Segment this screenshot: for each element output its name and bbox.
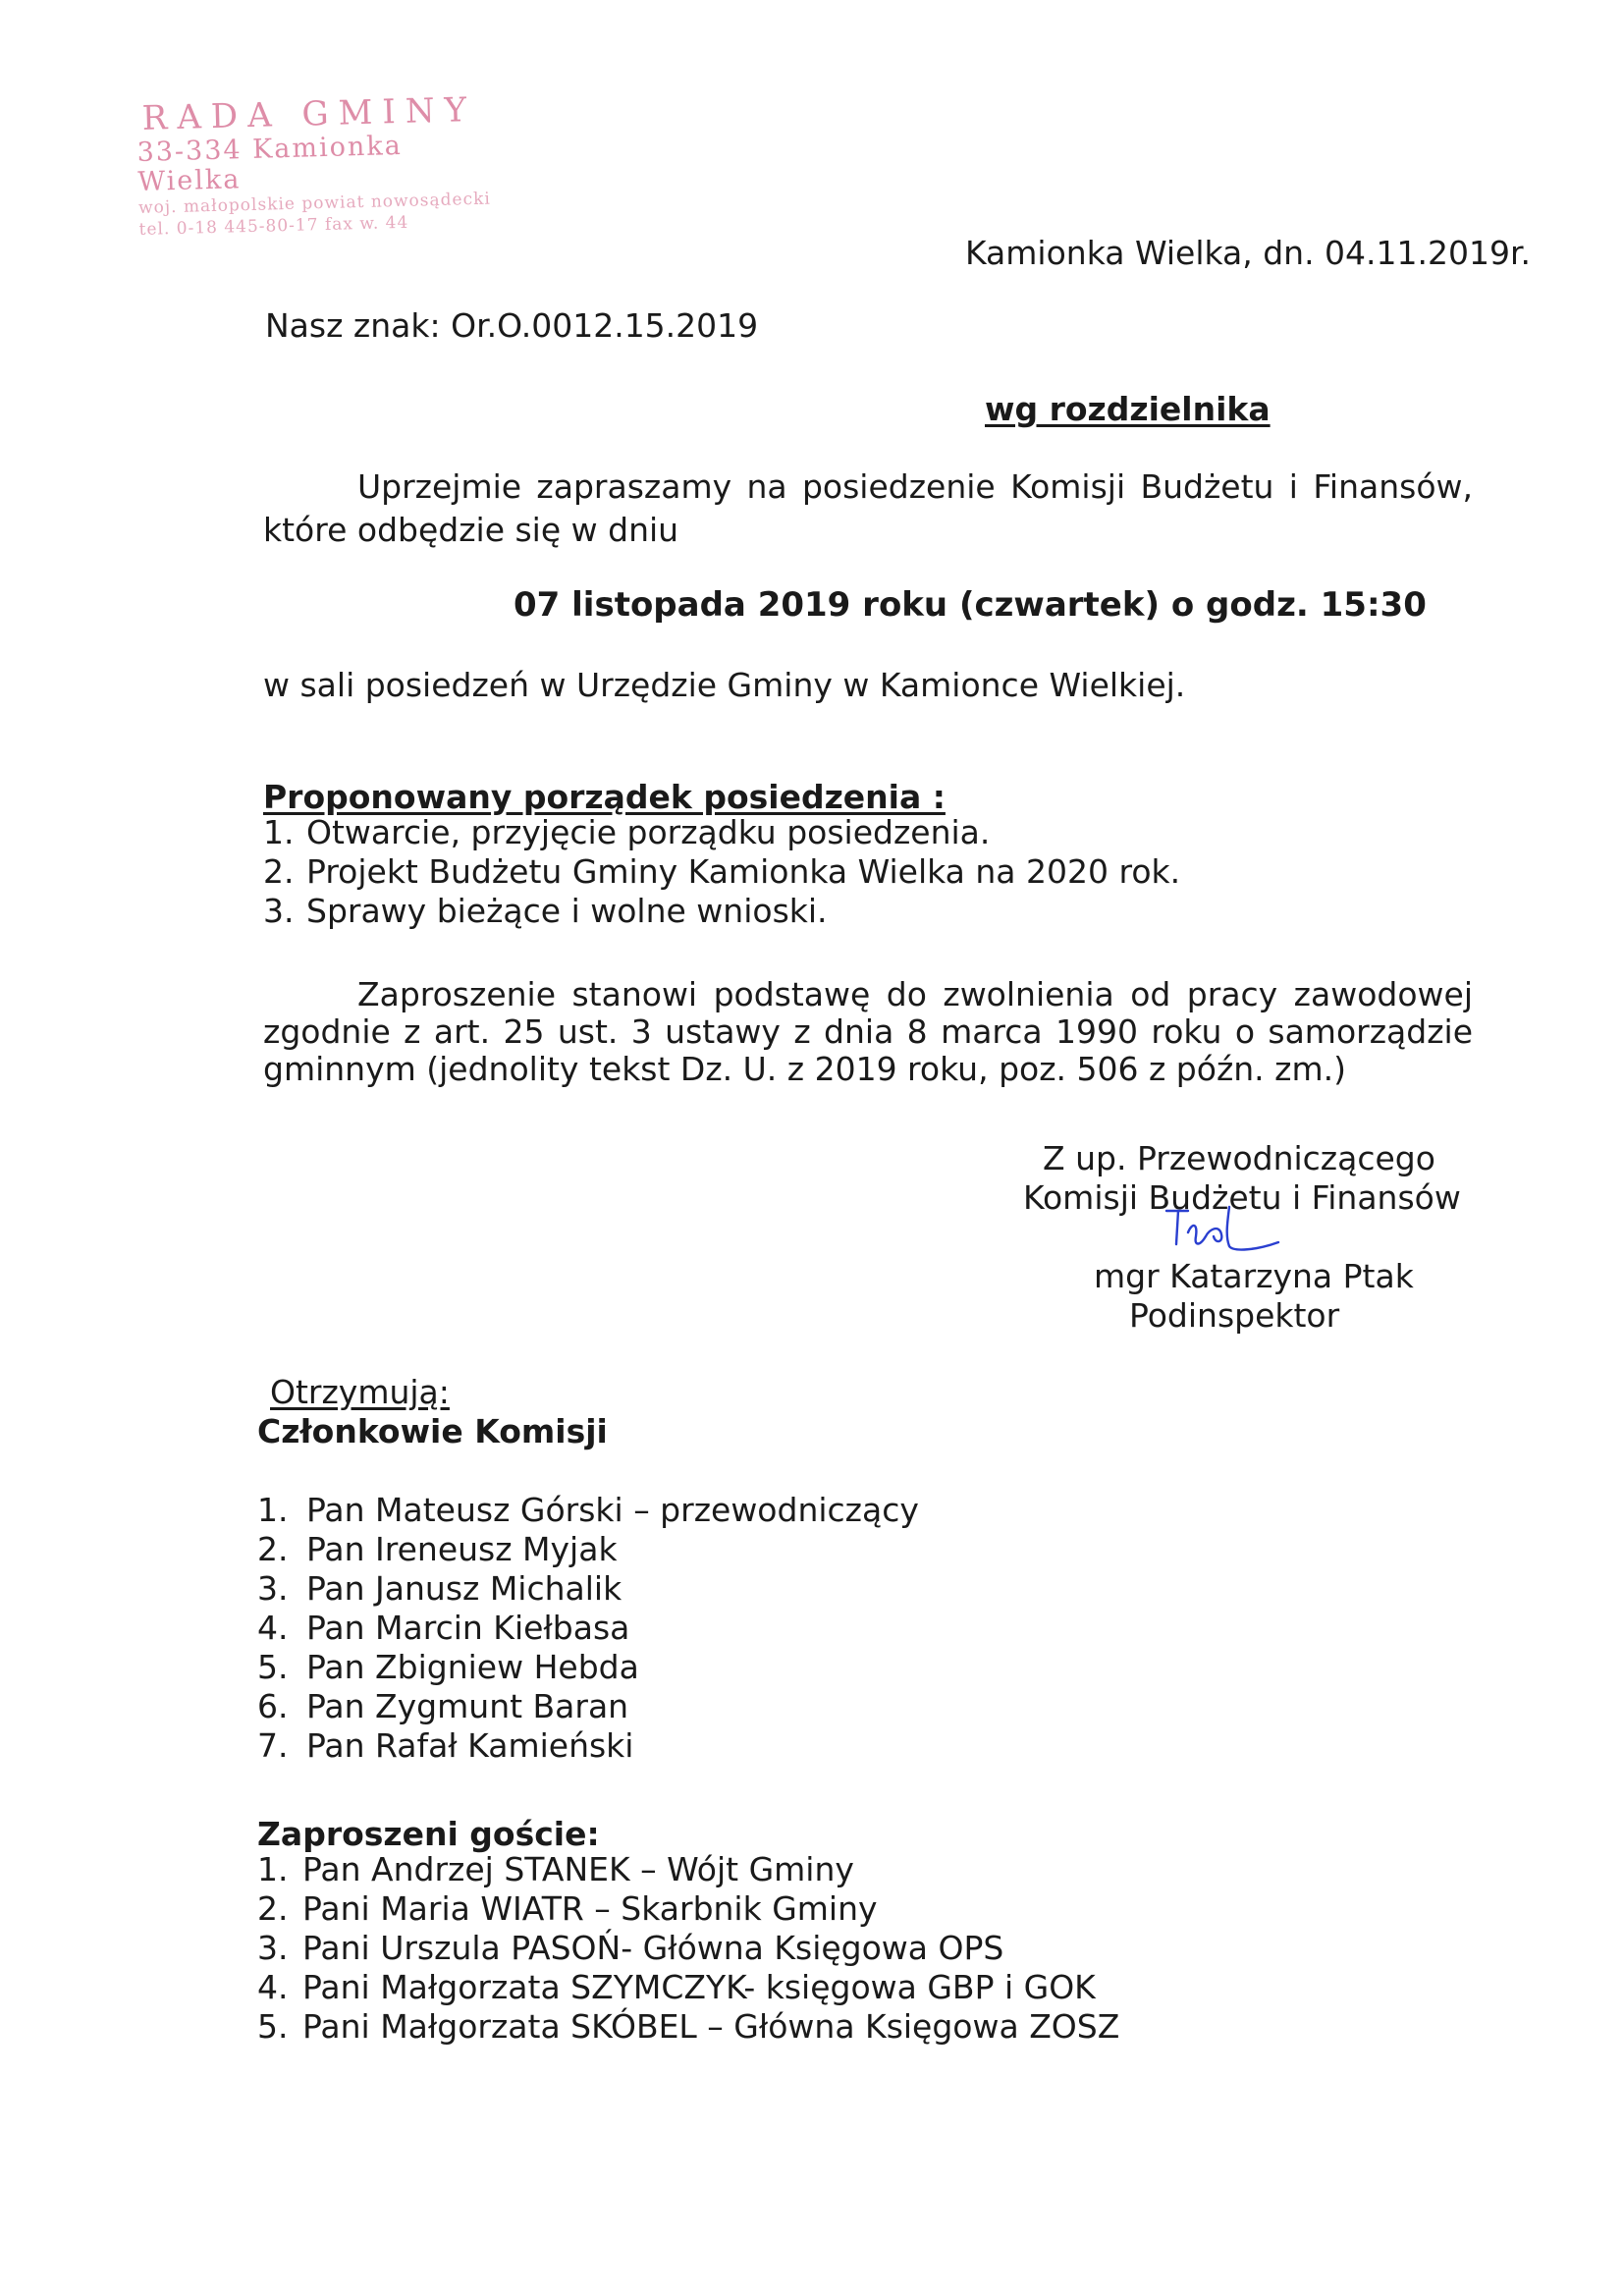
signature-line-2: Komisji Budżetu i Finansów <box>1023 1178 1461 1217</box>
guest-item: 3. Pani Urszula PASOŃ- Główna Księgowa OPS <box>257 1929 1004 1967</box>
member-item: 5. Pan Zbigniew Hebda <box>257 1648 639 1686</box>
member-item: 4. Pan Marcin Kiełbasa <box>257 1609 630 1647</box>
member-item: 1. Pan Mateusz Górski – przewodniczący <box>257 1491 919 1529</box>
member-item: 6. Pan Zygmunt Baran <box>257 1687 629 1725</box>
invitation-paragraph <box>263 465 1473 552</box>
stamp-line-3: woj. małopolskie powiat nowosądecki <box>137 189 492 218</box>
recipients-heading: Otrzymują: <box>270 1373 450 1411</box>
invitation-text: Uprzejmie zapraszamy na posiedzenie Komisji Budżetu i Finansów, które odbędzie się w dniu <box>263 467 1473 549</box>
guests-heading: Zaproszeni goście: <box>257 1815 600 1853</box>
council-stamp <box>135 89 513 241</box>
legal-note-text: Zaproszenie stanowi podstawę do zwolnienia od pracy zawodowej zgodnie z art. 25 ust. 3 ustawy z dnia 8 marca 1990 roku o samorządzie gminnym (jednolity tekst Dz. U. z 2019 roku, poz. 506 z późn. zm.) <box>263 975 1473 1088</box>
meeting-location: w sali posiedzeń w Urzędzie Gminy w Kamionce Wielkiej. <box>263 666 1186 704</box>
agenda-item: 3. Sprawy bieżące i wolne wnioski. <box>263 892 828 930</box>
signature-line-1: Z up. Przewodniczącego <box>1043 1139 1435 1177</box>
stamp-line-1: RADA GMINY <box>141 89 477 138</box>
signatory-position: Podinspektor <box>1129 1296 1340 1335</box>
stamp-line-4: tel. 0-18 445-80-17 fax w. 44 <box>138 212 409 240</box>
agenda-heading: Proponowany porządek posiedzenia : <box>263 778 946 816</box>
member-item: 7. Pan Rafał Kamieński <box>257 1726 634 1765</box>
agenda-list <box>263 813 1180 931</box>
agenda-item: 2. Projekt Budżetu Gminy Kamionka Wielka na 2020 rok. <box>263 852 1181 891</box>
members-list <box>257 1491 919 1766</box>
legal-note-paragraph <box>263 976 1473 1088</box>
place-and-date: Kamionka Wielka, dn. 04.11.2019r. <box>965 234 1532 272</box>
member-item: 2. Pan Ireneusz Myjak <box>257 1530 618 1568</box>
stamp-line-2: 33-334 Kamionka Wielka <box>136 130 404 197</box>
guest-item: 5. Pani Małgorzata SKÓBEL – Główna Księgowa ZOSZ <box>257 2007 1120 2046</box>
guests-list <box>257 1850 1119 2047</box>
handwritten-signature <box>1159 1203 1286 1262</box>
meeting-date-time: 07 listopada 2019 roku (czwartek) o godz. 15:30 <box>514 585 1427 625</box>
guest-item: 4. Pani Małgorzata SZYMCZYK- księgowa GBP i GOK <box>257 1968 1096 2006</box>
signatory-name: mgr Katarzyna Ptak <box>1094 1257 1414 1295</box>
agenda-item: 1. Otwarcie, przyjęcie porządku posiedzenia. <box>263 813 991 851</box>
guest-item: 2. Pani Maria WIATR – Skarbnik Gminy <box>257 1889 878 1928</box>
guest-item: 1. Pan Andrzej STANEK – Wójt Gminy <box>257 1850 854 1888</box>
addressee: wg rozdzielnika <box>985 390 1271 428</box>
reference-number: Nasz znak: Or.O.0012.15.2019 <box>265 306 759 345</box>
member-item: 3. Pan Janusz Michalik <box>257 1569 622 1608</box>
members-heading: Członkowie Komisji <box>257 1412 608 1450</box>
